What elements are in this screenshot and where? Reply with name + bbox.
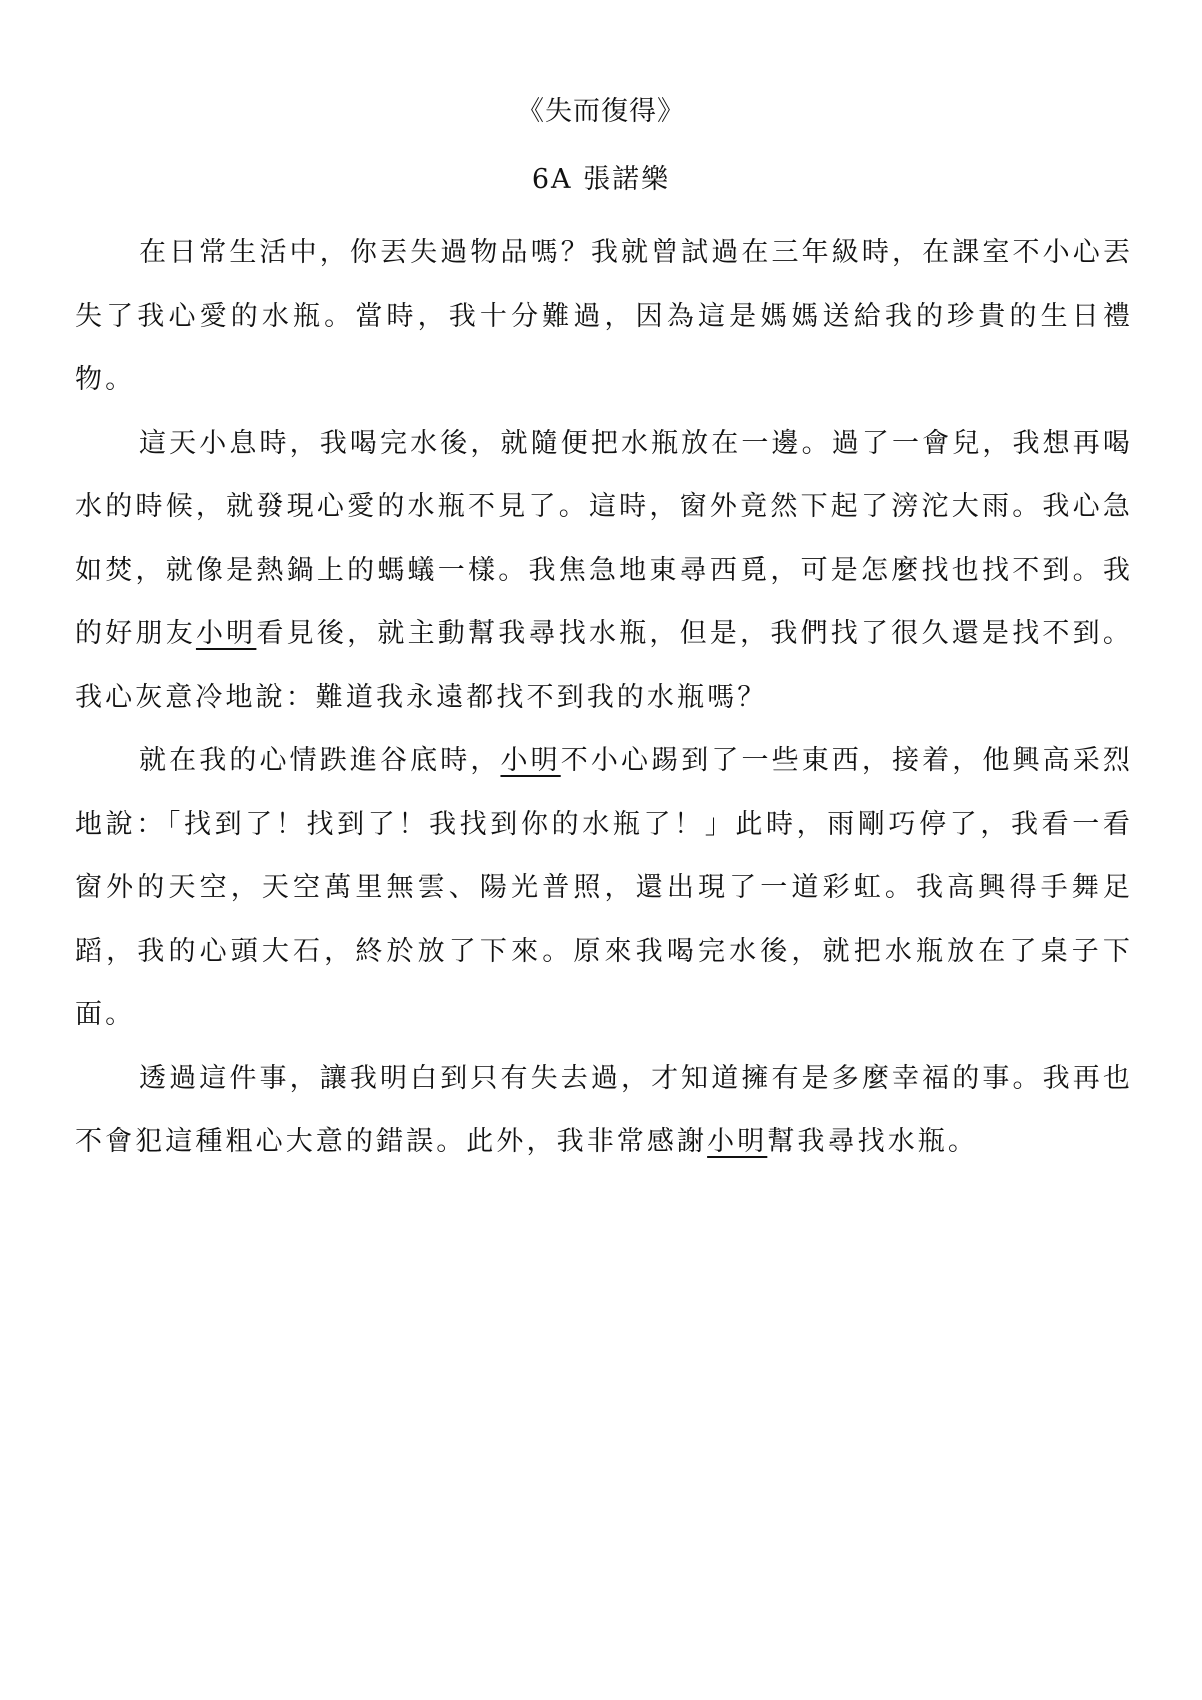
paragraph-4 [75,1047,1133,1174]
paragraph-text: 看見後，就主動幫我尋找水瓶，但是，我們找了很久還是找不到。我心灰意冷地說：難道我永遠都找不到我的水瓶嗎？ [75,618,1133,713]
underlined-name: 小明 [707,1126,768,1157]
paragraph-3 [75,729,1133,1047]
underlined-name: 小明 [500,745,561,776]
paragraph-2 [75,412,1133,730]
underlined-name: 小明 [195,618,257,649]
paragraph-1 [75,221,1133,412]
essay-title: 《失而復得》 [517,96,685,127]
paragraph-text: 幫我尋找水瓶。 [767,1126,979,1157]
paragraph-text: 在日常生活中，你丟失過物品嗎？我就曾試過在三年級時，在課室不小心丟失了我心愛的水瓶。當時，我十分難過，因為這是媽媽送給我的珍貴的生日禮物。 [75,237,1133,395]
essay-body [75,221,1133,1174]
essay-author: 6A 張諾樂 [531,164,671,195]
paragraph-text: 透過這件事，讓我明白到只有失去過，才知道擁有是多麼幸福的事。我再也不會犯這種粗心大意的錯誤。此外，我非常感謝 [75,1062,1133,1157]
paragraph-text: 這天小息時，我喝完水後，就隨便把水瓶放在一邊。過了一會兒，我想再喝水的時候，就發現心愛的水瓶不見了。這時，窗外竟然下起了滂沱大雨。我心急如焚，就像是熱鍋上的螞蟻一樣。我焦急地東尋西覓，可是怎麼找也找不到。我的好朋友 [75,427,1133,649]
paragraph-text: 不小心踢到了一些東西，接着，他興高采烈地說：「找到了！找到了！我找到你的水瓶了！」此時，雨剛巧停了，我看一看窗外的天空，天空萬里無雲、陽光普照，還出現了一道彩虹。我高興得手舞足蹈，我的心頭大石，終於放了下來。原來我喝完水後，就把水瓶放在了桌子下面。 [75,745,1134,1030]
paragraph-text: 就在我的心情跌進谷底時， [139,745,501,776]
